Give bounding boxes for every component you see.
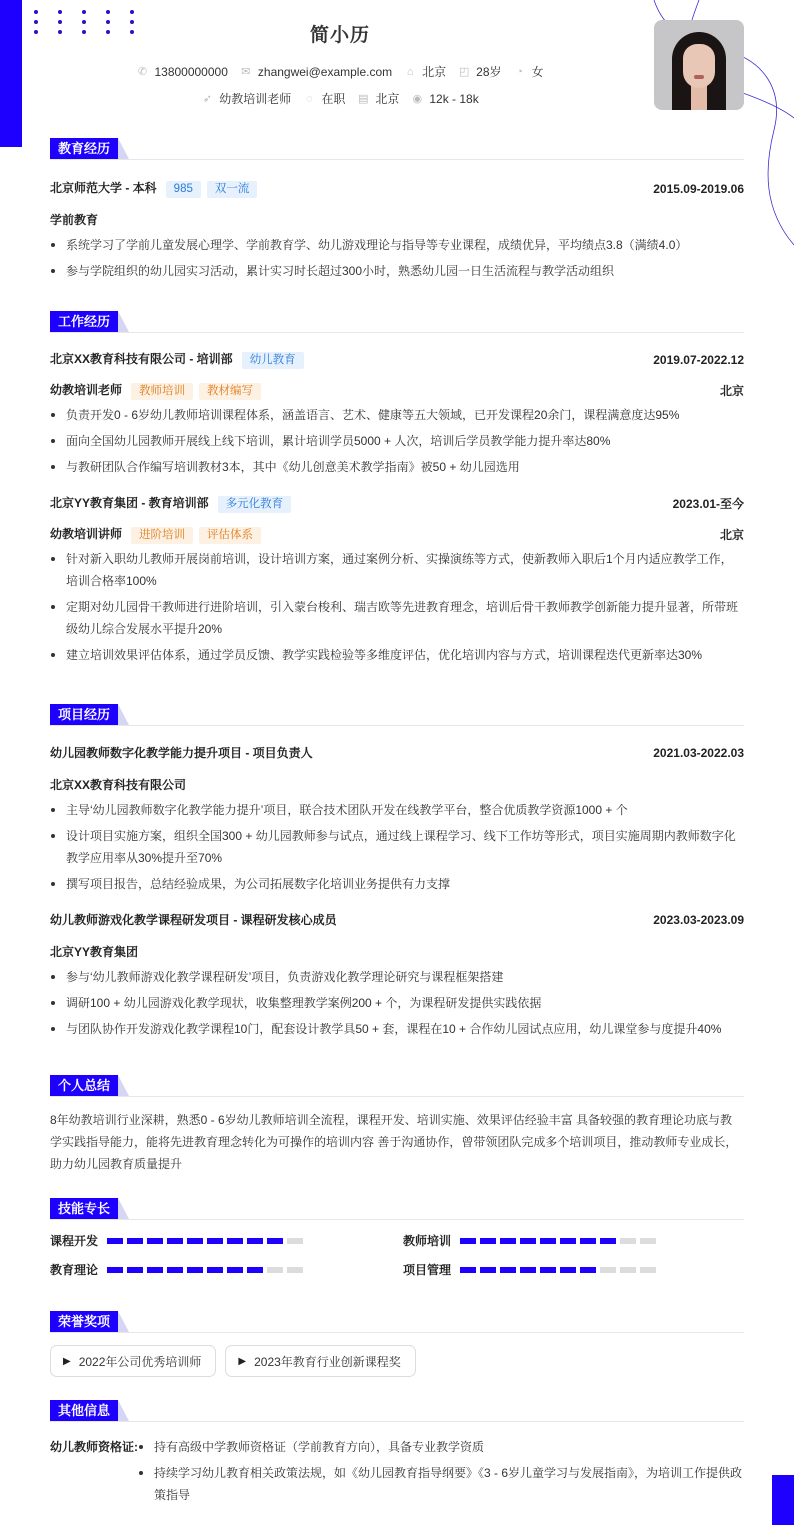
date: 2019.07-2022.12 [653, 352, 744, 367]
list-item: 负责开发0 - 6岁幼儿教师培训课程体系，涵盖语言、艺术、健康等五大领域，已开发课程20余门，课程满意度达95% [50, 404, 744, 426]
contact-target-city: ▤ 北京 [358, 92, 400, 106]
skill-level-bar [107, 1267, 303, 1273]
mail-icon: ✉ [241, 66, 251, 78]
tag: 教材编写 [199, 383, 261, 400]
list-item: 撰写项目报告，总结经验成果，为公司拓展数字化培训业务提供有力支撑 [50, 873, 744, 895]
contact-row-1 [0, 63, 680, 80]
list-item: 建立培训效果评估体系，通过学员反馈、教学实践检验等多维度评估，优化培训内容与方式，培训课程迭代更新率达30% [50, 644, 744, 666]
section-title: 其他信息 [50, 1400, 118, 1421]
award-item: ▶ 2023年教育行业创新课程奖 [225, 1345, 415, 1377]
contact-email[interactable]: ✉ zhangwei@example.com [241, 64, 393, 79]
list-item: 与团队协作开发游戏化教学课程10门，配套设计教学具50 + 套，课程在10 + 合作幼儿园试点应用，幼儿课堂参与度提升40% [50, 1018, 744, 1040]
section-other [50, 1400, 744, 1510]
section-skills [50, 1198, 744, 1278]
job-role: 幼教培训讲师 [50, 527, 123, 541]
skill-item: 教育理论 [50, 1261, 403, 1278]
contact-phone: ✆ 13800000000 [137, 64, 228, 79]
section-title: 荣誉奖项 [50, 1311, 118, 1332]
major: 学前教育 [50, 213, 99, 227]
skill-level-bar [460, 1267, 656, 1273]
list-item: 持有高级中学教师资格证（学前教育方向），具备专业教学资质 [138, 1436, 744, 1458]
project-org: 北京YY教育集团 [50, 945, 139, 959]
resume-name: 简小历 [309, 25, 370, 46]
decorative-corner-bar [772, 1475, 794, 1525]
tag: 多元化教育 [218, 496, 292, 513]
status-icon: ◌ [306, 92, 313, 105]
section-projects [50, 704, 744, 1040]
section-title: 个人总结 [50, 1075, 118, 1096]
list-item: 与教研团队合作编写培训教材3本，其中《幼儿创意美术教学指南》被50 + 幼儿园选用 [50, 456, 744, 478]
list-item: 参与‘幼儿教师游戏化教学课程研发’项目，负责游戏化教学理论研究与课程框架搭建 [50, 966, 744, 988]
tag: 教师培训 [131, 383, 193, 400]
contact-city: ⌂ 北京 [404, 63, 446, 80]
avatar-photo [654, 20, 744, 110]
skill-level-bar [107, 1238, 303, 1244]
summary-text: 8年幼教培训行业深耕，熟悉0 - 6岁幼儿教师培训全流程，课程开发、培训实施、效果评估经验丰富 具备较强的教育理论功底与教学实践指导能力，能将先进教育理念转化为可操作的培训内容 善于沟通协作，曾带领团队完成多个培训项目，推动教师专业成长，助力幼儿园教育质量提升 [50, 1113, 738, 1171]
triangle-icon: ▶ [63, 1355, 71, 1367]
date: 2015.09-2019.06 [653, 181, 744, 196]
project-name: 幼儿园教师数字化教学能力提升项目 - 项目负责人 [50, 746, 313, 760]
skill-level-bar [460, 1238, 656, 1244]
project-name: 幼儿教师游戏化教学课程研发项目 - 课程研发核心成员 [50, 913, 337, 927]
location: 北京 [719, 528, 744, 542]
project-org: 北京XX教育科技有限公司 [50, 778, 187, 792]
skill-item: 项目管理 [403, 1261, 744, 1278]
list-item: 参与学院组织的幼儿园实习活动，累计实习时长超过300小时，熟悉幼儿园一日生活流程与教学活动组织 [50, 260, 744, 282]
school-name: 北京师范大学 - 本科 [50, 181, 157, 195]
tag: 双一流 [207, 181, 258, 198]
list-item: 面向全国幼儿园教师开展线上线下培训，累计培训学员5000 + 人次，培训后学员教学能力提升率达80% [50, 430, 744, 452]
contact-status: ◌ 在职 [303, 90, 345, 107]
list-item: 主导‘幼儿园教师数字化教学能力提升’项目，联合技术团队开发在线教学平台，整合优质教学资源1000 + 个 [50, 799, 744, 821]
tag: 进阶培训 [131, 527, 193, 544]
send-icon: ➶ [202, 93, 212, 105]
contact-age: ◰ 28岁 [458, 65, 502, 79]
list-item: 设计项目实施方案，组织全国300 + 幼儿园教师参与试点，通过线上课程学习、线下工作坊等形式，项目实施周期内教师数字化教学应用率从30%提升至70% [50, 825, 744, 869]
triangle-icon: ▶ [238, 1355, 247, 1367]
skill-item: 课程开发 [50, 1232, 403, 1249]
contact-target-job: ➶ 幼教培训老师 [202, 92, 292, 106]
section-title: 工作经历 [50, 311, 118, 332]
age-icon: ◰ [458, 66, 470, 78]
section-work [50, 311, 744, 666]
award-item: ▶ 2022年公司优秀培训师 [50, 1345, 216, 1377]
list-item: 针对新入职幼儿教师开展岗前培训，设计培训方案，通过案例分析、实操演练等方式，使新教师入职后1个月内适应教学工作，培训合格率100% [50, 548, 744, 592]
list-item: 系统学习了学前儿童发展心理学、学前教育学、幼儿游戏理论与指导等专业课程，成绩优异，平均绩点3.8（满绩4.0） [50, 234, 744, 256]
date: 2023.01-至今 [672, 497, 744, 511]
list-item: 持续学习幼儿教育相关政策法规，如《幼儿园教育指导纲要》《3 - 6岁儿童学习与发展指南》，为培训工作提供政策指导 [138, 1462, 744, 1506]
tag: 985 [166, 181, 201, 198]
salary-icon: ◉ [412, 93, 423, 105]
skill-item: 教师培训 [403, 1232, 744, 1249]
contact-row-2 [0, 90, 680, 107]
section-awards [50, 1311, 744, 1377]
contact-salary: ◉ 12k - 18k [412, 91, 479, 106]
location: 北京 [719, 384, 744, 398]
section-title: 技能专长 [50, 1198, 118, 1219]
tag: 评估体系 [199, 527, 261, 544]
date: 2021.03-2022.03 [653, 745, 744, 760]
section-summary [50, 1075, 744, 1175]
tag: 幼儿教育 [242, 352, 304, 369]
other-label: 幼儿教师资格证: [50, 1440, 138, 1454]
list-item: 定期对幼儿园骨干教师进行进阶培训，引入蒙台梭利、瑞吉欧等先进教育理念，培训后骨干教师教学创新能力提升显著，所带班级幼儿综合发展水平提升20% [50, 596, 744, 640]
phone-icon: ✆ [137, 66, 148, 78]
job-role: 幼教培训老师 [50, 383, 123, 397]
home-icon: ⌂ [406, 65, 414, 78]
section-title: 项目经历 [50, 704, 118, 725]
section-education [50, 138, 744, 282]
building-icon: ▤ [358, 93, 369, 105]
list-item: 调研100 + 幼儿园游戏化教学现状，收集整理教学案例200 + 个，为课程研发提供实践依据 [50, 992, 744, 1014]
date: 2023.03-2023.09 [653, 912, 744, 927]
company-name: 北京XX教育科技有限公司 - 培训部 [50, 352, 233, 366]
company-name: 北京YY教育集团 - 教育培训部 [50, 496, 209, 510]
section-title: 教育经历 [50, 138, 118, 159]
contact-gender: ◔ 女 [514, 63, 544, 80]
gender-icon: ◔ [516, 65, 523, 78]
